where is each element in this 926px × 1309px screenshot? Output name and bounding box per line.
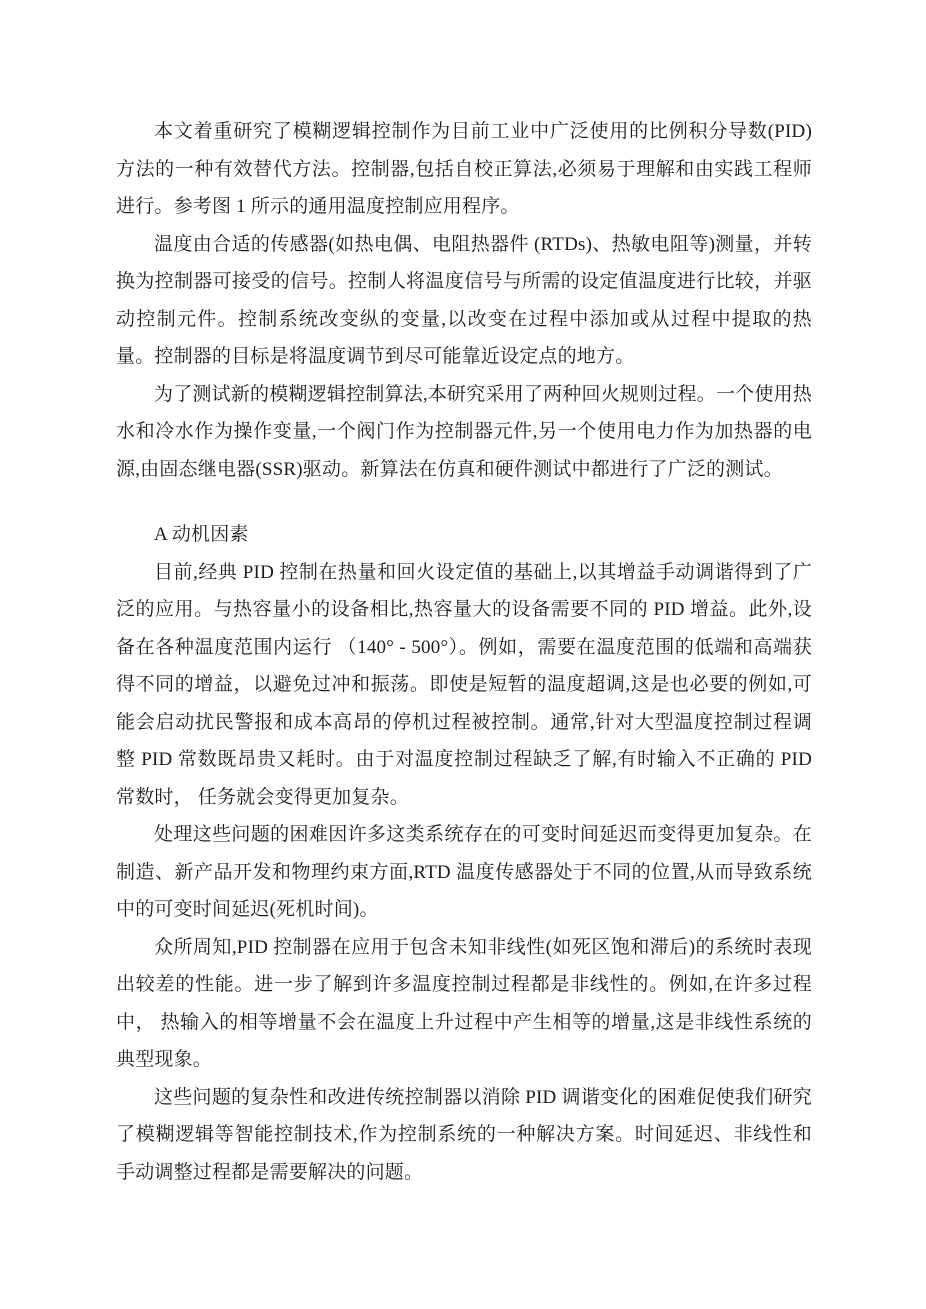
document-body — [116, 113, 812, 1191]
section-a-paragraph-2: 处理这些问题的困难因许多这类系统存在的可变时间延迟而变得更加复杂。在制造、新产品开发和物理约束方面,RTD 温度传感器处于不同的位置,从而导致系统中的可变时间延迟(死机时间)。 — [116, 824, 812, 920]
section-a-heading: A 动机因素 — [154, 524, 249, 545]
section-a-paragraph-1: 目前,经典 PID 控制在热量和回火设定值的基础上,以其增益手动调谐得到了广泛的应用。与热容量小的设备相比,热容量大的设备需要不同的 PID 增益。此外,设备在各种温度范围内运行 （140° - 500°）。例如，需要在温度范围的低端和高端获得不同的增益，以避免过冲和振荡。即使是短暂的温度超调,这是也必要的例如,可能会启动扰民警报和成本高昂的停机过程被控制。通常,针对大型温度控制过程调整 PID 常数既昂贵又耗时。由于对温度控制过程缺乏了解,有时输入不正确的 PID 常数时， 任务就会变得更加复杂。 — [116, 561, 812, 808]
intro-paragraph-1: 本文着重研究了模糊逻辑控制作为目前工业中广泛使用的比例积分导数(PID)方法的一种有效替代方法。控制器,包括自校正算法,必须易于理解和由实践工程师进行。参考图 1 所示的通用温度控制应用程序。 — [116, 121, 812, 217]
intro-paragraph-2: 温度由合适的传感器(如热电偶、电阻热器件 (RTDs)、热敏电阻等)测量，并转换为控制器可接受的信号。控制人将温度信号与所需的设定值温度进行比较，并驱动控制元件。控制系统改变纵的变量,以改变在过程中添加或从过程中提取的热量。控制器的目标是将温度调节到尽可能靠近设定点的地方。 — [116, 233, 812, 367]
intro-paragraph-3: 为了测试新的模糊逻辑控制算法,本研究采用了两种回火规则过程。一个使用热水和冷水作为操作变量,一个阀门作为控制器元件,另一个使用电力作为加热器的电源,由固态继电器(SSR)驱动。新算法在仿真和硬件测试中都进行了广泛的测试。 — [116, 383, 812, 480]
section-a-paragraph-3: 众所周知,PID 控制器在应用于包含未知非线性(如死区饱和滞后)的系统时表现出较差的性能。进一步了解到许多温度控制过程都是非线性的。例如,在许多过程中， 热输入的相等增量不会在温度上升过程中产生相等的增量,这是非线性系统的典型现象。 — [116, 936, 812, 1070]
section-a-paragraph-4: 这些问题的复杂性和改进传统控制器以消除 PID 调谐变化的困难促使我们研究了模糊逻辑等智能控制技术,作为控制系统的一种解决方案。时间延迟、非线性和手动调整过程都是需要解决的问题。 — [116, 1086, 812, 1183]
